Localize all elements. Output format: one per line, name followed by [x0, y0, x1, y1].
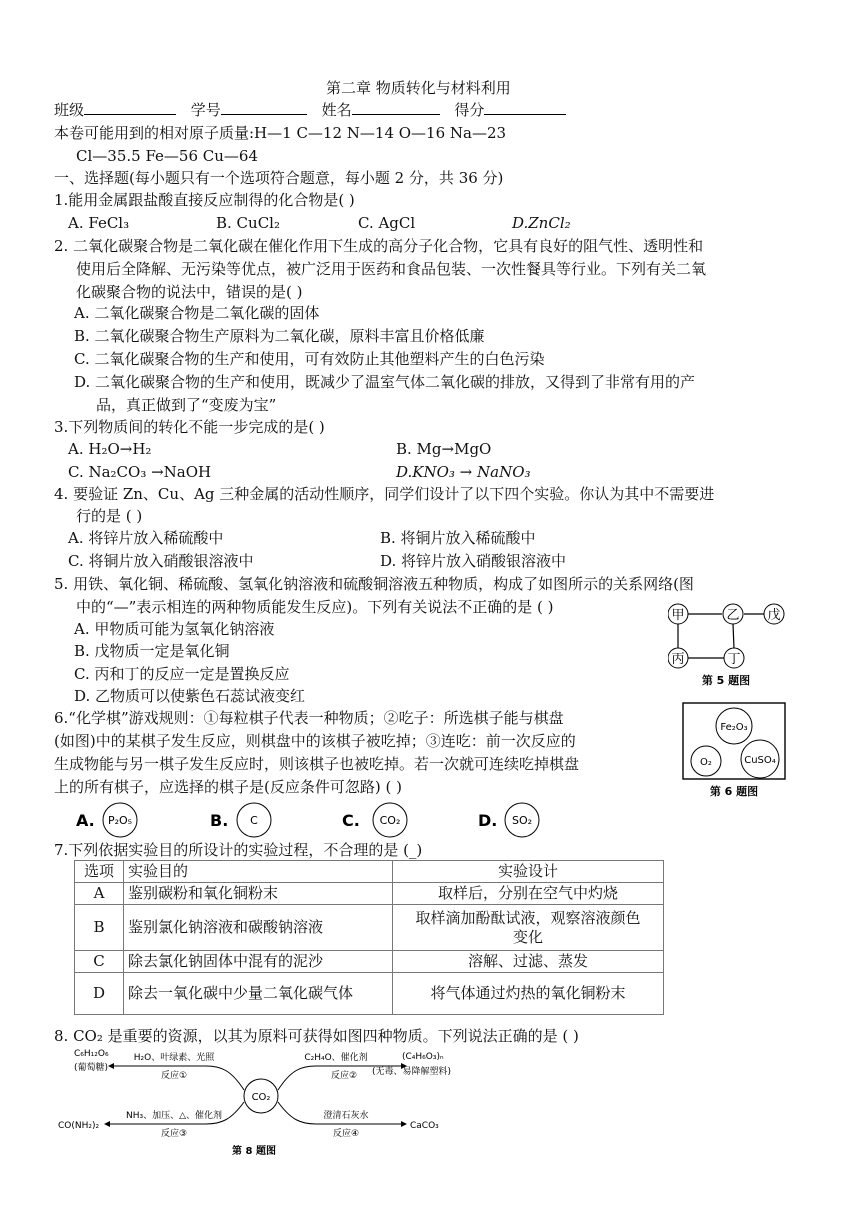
q5-node-label: 丙 [671, 652, 685, 667]
q5-node-label: 甲 [671, 608, 685, 623]
id-blank[interactable] [221, 100, 307, 115]
score-blank[interactable] [484, 100, 566, 115]
q6-stem-1: 6.“化学棋”游戏规则：①每粒棋子代表一种物质；②吃子：所选棋子能与棋盘 [54, 709, 564, 727]
q3-stem: 3.下列物质间的转化不能一步完成的是( ) [54, 418, 325, 436]
row-purpose: 除去氯化钠固体中混有的泥沙 [124, 951, 393, 973]
table-row[interactable] [75, 951, 664, 973]
row-design-text: 取样后，分别在空气中灼烧 [437, 884, 618, 902]
q5-option-b[interactable]: B. 戊物质一定是氧化铜 [74, 642, 230, 660]
q2-option-a[interactable]: A. 二氧化碳聚合物是二氧化碳的固体 [74, 304, 320, 322]
row-design [393, 883, 664, 905]
q8-figure [56, 1046, 456, 1156]
q6-option-c[interactable] [342, 803, 407, 837]
q7-table [74, 860, 664, 1015]
q6-option-b[interactable] [210, 803, 271, 837]
q1-option-b[interactable]: B. CuCl₂ [216, 214, 280, 232]
q6-stem-3: 生成物能与另一棋子发生反应时，则该棋子也被吃掉。若一次就可连续吃掉棋盘 [54, 755, 580, 773]
q5-node-label: 戊 [767, 608, 781, 623]
q8-reaction-4: 反应④ [332, 1129, 360, 1139]
row-design [393, 973, 664, 1015]
q4-option-d[interactable]: D. 将锌片放入硝酸银溶液中 [380, 552, 567, 570]
q8-condition-4: 澄清石灰水 [323, 1111, 369, 1121]
table-row[interactable] [75, 973, 664, 1015]
q6-option-chem: P₂O₅ [107, 814, 133, 827]
q5-node-label: 乙 [726, 608, 740, 623]
q2-stem-1: 2. 二氧化碳聚合物是二氧化碳在催化作用下生成的高分子化合物，它具有良好的阻气性、透明性和 [54, 237, 704, 255]
q1-option-d[interactable]: D.ZnCl₂ [512, 214, 571, 232]
id-label: 学号 [190, 101, 221, 119]
class-blank[interactable] [84, 100, 176, 115]
name-label: 姓名 [321, 101, 352, 119]
q4-option-c[interactable]: C. 将铜片放入硝酸银溶液中 [68, 552, 254, 570]
row-design-text: 将气体通过灼热的氧化铜粉末 [430, 984, 626, 1002]
row-design-text: 取样滴加酚酞试液，观察溶液颜色 [415, 908, 641, 927]
score-label: 得分 [454, 101, 485, 119]
q6-option-a[interactable] [76, 803, 137, 837]
q5-fig-caption: 第 5 题图 [701, 674, 751, 687]
q6-option-letter: A. [76, 811, 95, 830]
q2-stem-3: 化碳聚合物的说法中，错误的是( ) [76, 283, 303, 301]
q6-piece-label: O₂ [700, 757, 712, 768]
q8-product-2-note: (无毒、易降解塑料) [372, 1067, 452, 1077]
q2-option-c[interactable]: C. 二氧化碳聚合物的生产和使用，可有效防止其他塑料产生的白色污染 [74, 350, 545, 368]
table-row[interactable] [75, 883, 664, 905]
row-option: A [75, 883, 124, 905]
q7-stem: 7.下列依据实验目的所设计的实验过程，不合理的是 (_) [54, 841, 423, 859]
q6-board [682, 702, 788, 800]
q8-product-2: (C₄H₆O₃)ₙ [402, 1052, 444, 1062]
row-design-text: 溶解、过滤、蒸发 [467, 952, 588, 970]
header-option: 选项 [75, 861, 124, 883]
q8-product-4: CaCO₃ [410, 1121, 439, 1131]
q6-fig-caption: 第 6 题图 [709, 785, 759, 798]
section-heading: 一、选择题(每小题只有一个选项符合题意，每小题 2 分，共 36 分) [54, 169, 504, 187]
arrowhead-icon [108, 1063, 114, 1069]
q8-reaction-2: 反应② [330, 1071, 358, 1081]
q6-piece-label: Fe₂O₃ [720, 722, 748, 733]
q1-option-c[interactable]: C. AgCl [358, 214, 416, 232]
q4-option-b[interactable]: B. 将铜片放入稀硫酸中 [380, 529, 536, 547]
q6-option-chem: CO₂ [379, 814, 401, 827]
row-option: B [75, 905, 124, 951]
q5-node-label: 丁 [727, 652, 741, 667]
q2-option-d-cont: 品，真正做到了“变废为宝” [96, 396, 277, 414]
q3-option-b[interactable]: B. Mg→MgO [396, 440, 492, 458]
q8-reaction-1: 反应① [160, 1071, 188, 1081]
q1-option-a[interactable]: A. FeCl₃ [68, 214, 130, 232]
q5-option-a[interactable]: A. 甲物质可能为氢氧化钠溶液 [74, 620, 275, 638]
q4-stem-1: 4. 要验证 Zn、Cu、Ag 三种金属的活动性顺序，同学们设计了以下四个实验。你认为其中不需要进 [54, 485, 715, 503]
q5-stem-1: 5. 用铁、氧化铜、稀硫酸、氢氧化钠溶液和硫酸铜溶液五种物质，构成了如图所示的关系网络(图 [54, 575, 694, 593]
q6-stem-4: 上的所有棋子，应选择的棋子是(反应条件可忽路) ( ) [54, 778, 402, 796]
q8-center-label: CO₂ [251, 1092, 271, 1103]
q6-stem-2: (如图)中的某棋子发生反应，则棋盘中的该棋子被吃掉；③连吃：前一次反应的 [54, 732, 576, 750]
q5-edge [733, 624, 734, 648]
q4-option-a[interactable]: A. 将锌片放入稀硫酸中 [68, 529, 224, 547]
atomic-mass-line1: 本卷可能用到的相对原子质量:H—1 C—12 N—14 O—16 Na—23 [54, 124, 507, 142]
q2-option-d[interactable]: D. 二氧化碳聚合物的生产和使用，既减少了温室气体二氧化碳的排放，又得到了非常有用的产 [74, 373, 696, 391]
header-purpose: 实验目的 [124, 861, 393, 883]
row-design [393, 905, 664, 951]
q5-option-d[interactable]: D. 乙物质可以使紫色石蕊试液变红 [74, 687, 306, 705]
row-purpose: 除去一氧化碳中少量二氧化碳气体 [124, 973, 393, 1015]
q8-product-1-note: (葡萄糖) [74, 1063, 109, 1073]
q8-condition-2: C₂H₄O、催化剂 [304, 1053, 368, 1063]
q8-condition-1: H₂O、叶绿素、光照 [133, 1053, 215, 1063]
row-design-text-cont: 变化 [512, 927, 543, 946]
table-header-row [75, 861, 664, 883]
q3-option-a[interactable]: A. H₂O→H₂ [68, 440, 152, 458]
q8-stem: 8. CO₂ 是重要的资源，以其为原料可获得如图四种物质。下列说法正确的是 ( ) [54, 1027, 579, 1045]
q2-stem-2: 使用后全降解、无污染等优点，被广泛用于医药和食品包装、一次性餐具等行业。下列有关二氧 [76, 260, 707, 278]
q8-condition-3: NH₃、加压、△、催化剂 [125, 1111, 223, 1121]
q8-reaction-3: 反应③ [160, 1129, 188, 1139]
page-title: 第二章 物质转化与材料利用 [326, 79, 511, 97]
q5-stem-2: 中的“—”表示相连的两种物质能发生反应)。下列有关说法不正确的是 ( ) [76, 598, 554, 616]
q6-option-letter: B. [210, 811, 229, 830]
q3-option-d[interactable]: D.KNO₃ → NaNO₃ [396, 463, 531, 481]
q6-options [70, 800, 560, 840]
row-design [393, 951, 664, 973]
name-blank[interactable] [352, 100, 440, 115]
q5-figure [668, 596, 796, 688]
q8-fig-caption: 第 8 题图 [232, 1146, 276, 1156]
row-option: C [75, 951, 124, 973]
row-option: D [75, 973, 124, 1015]
student-info-row [54, 100, 566, 120]
q1-stem: 1.能用金属跟盐酸直接反应制得的化合物是( ) [54, 191, 355, 209]
table-row[interactable] [75, 905, 664, 951]
q6-option-chem: SO₂ [511, 814, 533, 827]
row-purpose: 鉴别氯化钠溶液和碳酸钠溶液 [124, 905, 393, 951]
q8-product-3: CO(NH₂)₂ [58, 1121, 100, 1131]
class-label: 班级 [54, 101, 85, 119]
row-purpose: 鉴别碳粉和氧化铜粉末 [124, 883, 393, 905]
arrowhead-icon [104, 1121, 110, 1127]
q5-option-c[interactable]: C. 丙和丁的反应一定是置换反应 [74, 665, 290, 683]
q3-option-c[interactable]: C. Na₂CO₃ →NaOH [68, 463, 212, 481]
q4-stem-2: 行的是 ( ) [76, 507, 143, 525]
q6-piece-label: CuSO₄ [744, 755, 776, 766]
q8-product-1: C₆H₁₂O₆ [74, 1049, 109, 1059]
atomic-mass-line2: Cl—35.5 Fe—56 Cu—64 [76, 147, 258, 165]
q6-option-chem: C [250, 814, 258, 827]
q2-option-b[interactable]: B. 二氧化碳聚合物生产原料为二氧化碳，原料丰富且价格低廉 [74, 327, 485, 345]
q6-option-letter: D. [478, 811, 498, 830]
arrowhead-icon [401, 1121, 407, 1127]
q6-option-d[interactable] [478, 803, 539, 837]
header-design: 实验设计 [393, 861, 664, 883]
q6-option-letter: C. [342, 811, 360, 830]
